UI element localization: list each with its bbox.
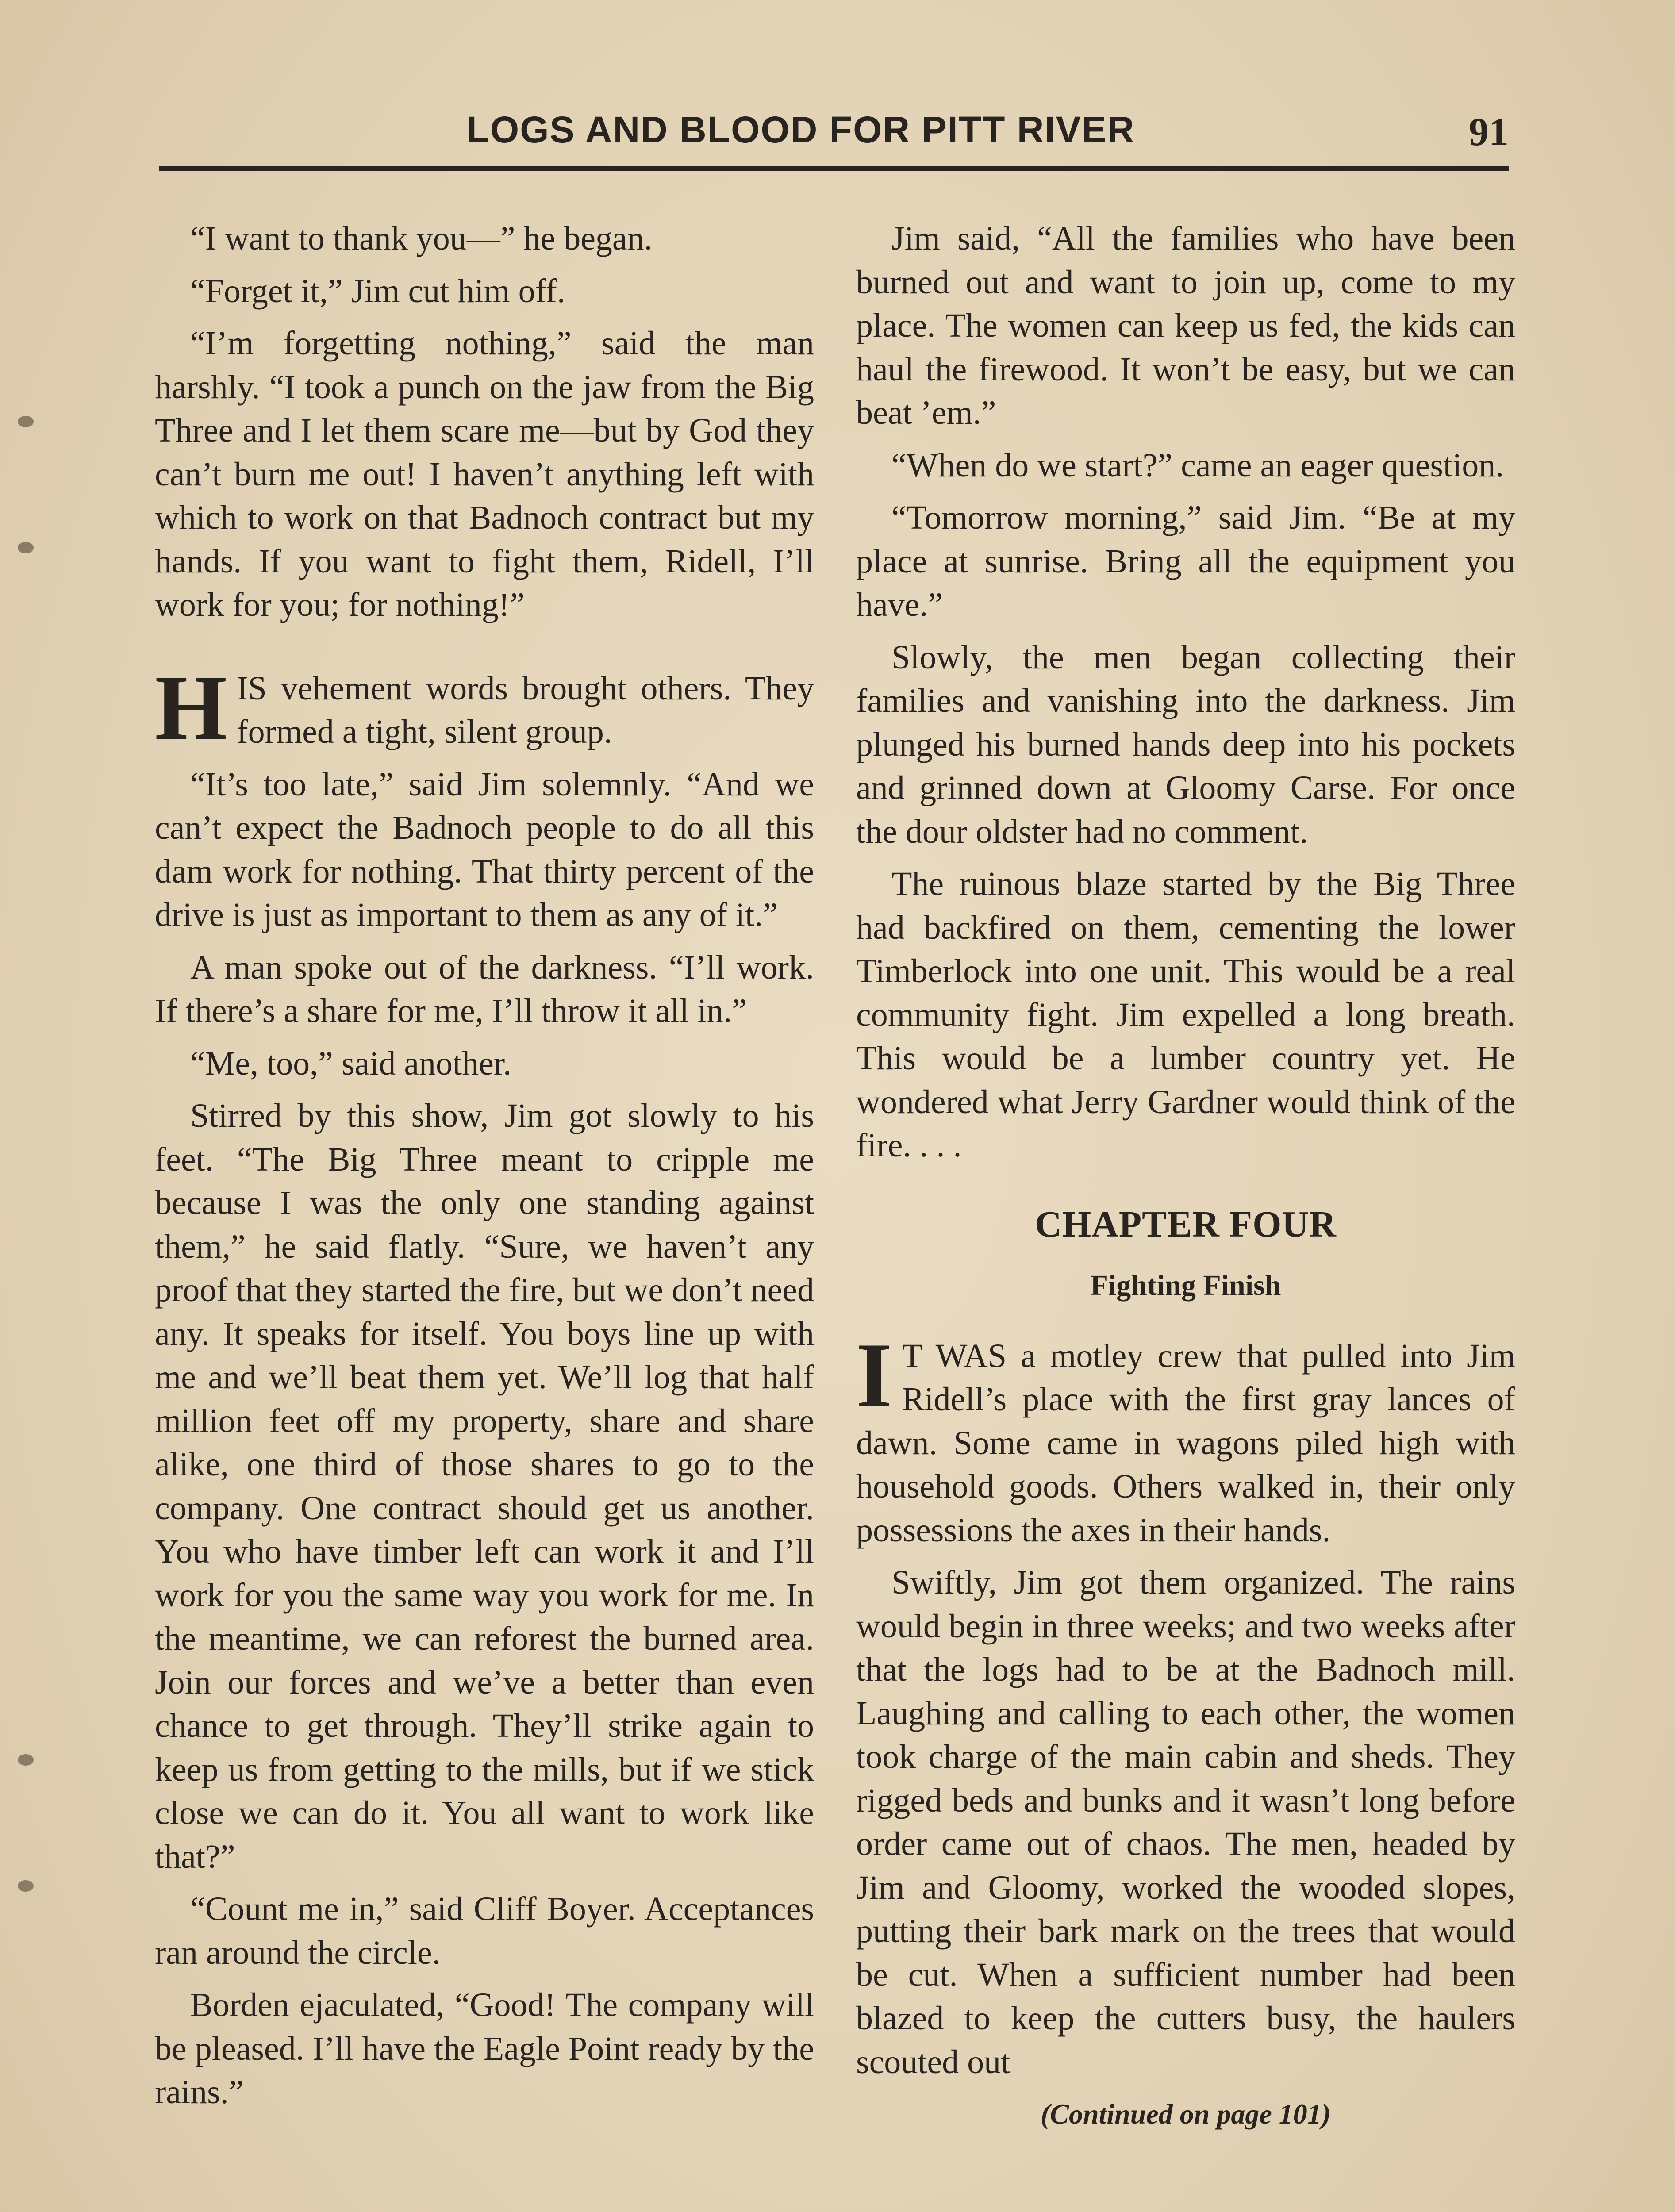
paragraph: “Tomorrow morning,” said Jim. “Be at my place at sunrise. Bring all the equipment you have.”	[856, 499, 1515, 623]
drop-cap-paragraph	[856, 1324, 1515, 1552]
chapter-title: CHAPTER FOUR	[1035, 1203, 1337, 1245]
paragraph: Swiftly, Jim got them organized. The rains would begin in three weeks; and two weeks after that the logs had to be at the Badnoch mill. Laughing and calling to each other, the women took charge of the main cabin and sheds. They rigged beds and bunks and it wasn’t long before order came out of chaos. The men, headed by Jim and Gloomy, worked the wooded slopes, putting their bark mark on the trees that would be cut. When a sufficient number had been blazed to keep the cutters busy, the haulers scouted out	[856, 1564, 1515, 2081]
paragraph: “It’s too late,” said Jim solemnly. “And we can’t expect the Badnoch people to do all this dam work for nothing. That thirty percent of the drive is just as important to them as any of it.”	[155, 765, 814, 933]
paragraph: Stirred by this show, Jim got slowly to his feet. “The Big Three meant to cripple me because I was the only one standing against them,” he said flatly. “Sure, we haven’t any proof that they started the fire, but we don’t need any. It speaks for itself. You boys line up with me and we’ll beat them yet. We’ll log that half million feet off my property, share and share alike, one third of those shares to go to the company. One contract should get us another. You who have timber left can work it and I’ll work for you the same way you work for me. In the meantime, we can reforest the burned area. Join our forces and we’ve a better than even chance to get through. They’ll strike again to keep us from getting to the mills, but if we stick close we can do it. You all want to work like that?”	[155, 1097, 814, 1875]
drop-cap: H	[155, 656, 227, 759]
drop-cap: I	[856, 1324, 892, 1427]
binding-hole	[18, 416, 34, 427]
paragraph: “Count me in,” said Cliff Boyer. Acceptances ran around the circle.	[155, 1890, 814, 1971]
paragraph: “When do we start?” came an eager question.	[891, 446, 1504, 484]
paragraph: “Forget it,” Jim cut him off.	[190, 272, 565, 310]
paragraph: Slowly, the men began collecting their families and vanishing into the darkness. Jim plunged his burned hands deep into his pockets and grinned down at Gloomy Carse. For once the dour oldster had no comment.	[856, 638, 1515, 850]
paragraph: Jim said, “All the families who have been burned out and want to join up, come to my place. The women can keep us fed, the kids can haul the firewood. It won’t be easy, but we can beat ’em.”	[856, 220, 1515, 431]
binding-hole	[18, 1880, 34, 1892]
paragraph: A man spoke out of the darkness. “I’ll work. If there’s a share for me, I’ll throw it all in.”	[155, 949, 814, 1029]
chapter-subtitle: Fighting Finish	[1090, 1269, 1281, 1302]
right-column	[856, 217, 1515, 2136]
paragraph: “I want to thank you—” he began.	[190, 220, 653, 257]
page-header	[159, 100, 1509, 171]
drop-cap-paragraph	[155, 656, 814, 759]
paragraph: “I’m forgetting nothing,” said the man harshly. “I took a punch on the jaw from the Big Three and I let them scare me—but by God they can’t burn me out! I haven’t anything left with which to work on that Badnoch contract but my hands. If you want to fight them, Ridell, I’ll work for you; for nothing!”	[155, 325, 814, 623]
running-title: LOGS AND BLOOD FOR PITT RIVER	[466, 109, 1135, 150]
paragraph: The ruinous blaze started by the Big Three had backfired on them, cementing the lower Timberlock into one unit. This would be a real community fight. Jim expelled a long breath. This would be a lumber country yet. He wondered what Jerry Gardner would think of the fire. . . .	[856, 865, 1515, 1164]
drop-paragraph-text: T WAS a motley crew that pulled into Jim Ridell’s place with the first gray lances of dawn. Some came in wagons piled high with household goods. Others walked in, their only possessions the axes in their hands.	[856, 1337, 1515, 1549]
left-column	[155, 217, 814, 2123]
binding-hole	[18, 542, 34, 553]
binding-hole	[18, 1754, 34, 1766]
drop-paragraph-text: IS vehement words brought others. They formed a tight, silent group.	[237, 669, 814, 750]
paragraph: Borden ejaculated, “Good! The company will be pleased. I’ll have the Eagle Point ready by the rains.”	[155, 1986, 814, 2111]
continued-note: (Continued on page 101)	[1040, 2098, 1331, 2130]
page-number: 91	[1469, 110, 1509, 154]
paragraph: “Me, too,” said another.	[190, 1045, 512, 1082]
